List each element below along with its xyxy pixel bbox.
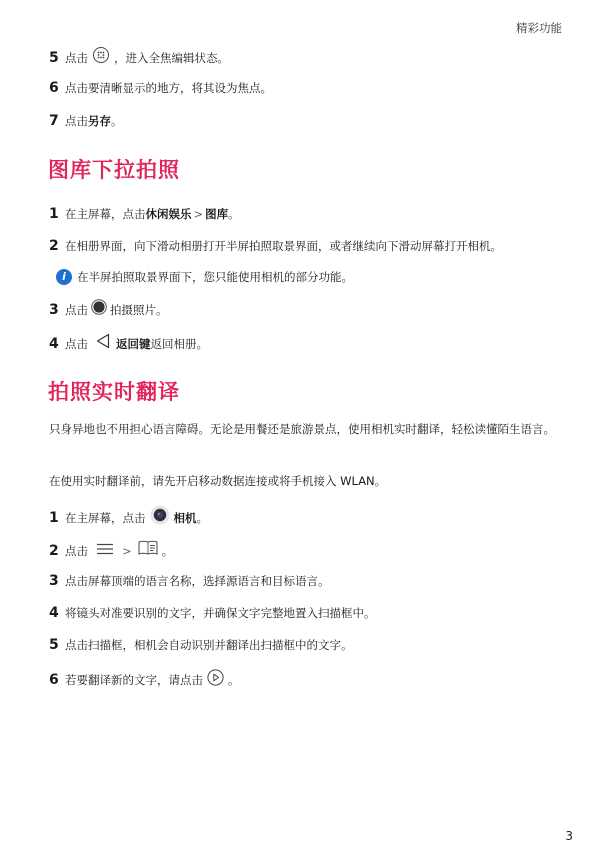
step-text: ，进入全焦编辑状态。	[114, 50, 229, 65]
all-focus-icon	[92, 46, 110, 69]
step-text: 。	[111, 114, 123, 128]
step-item	[49, 333, 573, 354]
step-number: 6	[49, 672, 59, 688]
step-item	[49, 505, 573, 530]
step-text: 返回相册。	[150, 336, 208, 351]
step-text: 。	[196, 510, 208, 525]
step-text: 点击屏幕顶端的语言名称，选择源语言和目标语言。	[65, 574, 330, 588]
section-title: 拍照实时翻译	[48, 380, 180, 404]
path-separator: >	[122, 543, 132, 558]
step-text: 拍摄照片。	[110, 302, 168, 317]
step-number: 1	[49, 509, 59, 526]
step-item	[49, 79, 573, 97]
camera-app-icon	[150, 505, 170, 530]
save-as-label: 另存	[88, 114, 111, 128]
menu-icon	[96, 542, 114, 560]
step-number: 3	[49, 573, 59, 589]
step-text: 。	[228, 673, 240, 687]
step-text: 在相册界面，向下滑动相册打开半屏拍照取景界面，或者继续向下滑动屏幕打开相机。	[65, 239, 502, 253]
gallery-label: 图库	[205, 207, 229, 221]
step-text: 。	[228, 207, 240, 221]
step-text: 点击扫描框，相机会自动识别并翻译出扫描框中的文字。	[65, 638, 353, 652]
back-key-label: 返回键	[116, 336, 151, 351]
intro-paragraph: 在使用实时翻译前，请先开启移动数据连接或将手机接入 WLAN。	[49, 474, 387, 488]
step-number: 2	[49, 542, 59, 559]
running-header: 精彩功能	[516, 21, 562, 35]
camera-label: 相机	[173, 510, 197, 525]
step-text: 若要翻译新的文字，请点击	[65, 673, 203, 687]
step-item	[49, 205, 573, 223]
step-text: 。	[161, 543, 174, 558]
step-number: 3	[49, 301, 59, 318]
step-number: 5	[49, 637, 59, 653]
step-text: 点击	[65, 302, 88, 317]
step-item	[49, 46, 573, 69]
folder-label: 休闲娱乐	[145, 207, 192, 221]
step-number: 4	[49, 335, 59, 352]
step-text: 点击	[65, 50, 88, 65]
shutter-icon	[91, 299, 107, 320]
note	[56, 268, 573, 286]
section-title: 图库下拉拍照	[48, 158, 180, 182]
step-text: 点击要清晰显示的地方，将其设为焦点。	[65, 81, 272, 95]
back-triangle-icon	[96, 333, 110, 354]
step-item	[49, 636, 573, 654]
step-text: 点击	[65, 336, 88, 351]
step-item	[49, 112, 573, 130]
page-number: 3	[565, 829, 573, 843]
step-item	[49, 604, 573, 622]
step-text: 在主屏幕，点击	[65, 207, 146, 221]
step-item	[49, 299, 573, 320]
step-text: 将镜头对准要识别的文字，并确保文字完整地置入扫描框中。	[65, 606, 376, 620]
step-number: 1	[49, 206, 59, 222]
step-item	[49, 540, 573, 561]
step-text: 点击	[65, 114, 88, 128]
note-text: 在半屏拍照取景界面下，您只能使用相机的部分功能。	[77, 270, 353, 284]
step-number: 7	[49, 113, 59, 129]
step-item	[49, 237, 573, 255]
step-item	[49, 572, 573, 590]
play-circle-icon	[207, 669, 224, 691]
intro-paragraph: 只身异地也不用担心语言障碍。无论是用餐还是旅游景点，使用相机实时翻译，轻松读懂陌生语言。	[49, 422, 555, 436]
step-number: 5	[49, 49, 59, 66]
step-number: 4	[49, 605, 59, 621]
info-icon: i	[56, 269, 72, 285]
step-number: 6	[49, 80, 59, 96]
step-item	[49, 669, 573, 691]
step-text: 在主屏幕，点击	[65, 510, 146, 525]
path-separator: >	[193, 207, 204, 221]
translate-book-icon	[138, 540, 158, 561]
step-number: 2	[49, 238, 59, 254]
step-text: 点击	[65, 543, 88, 558]
